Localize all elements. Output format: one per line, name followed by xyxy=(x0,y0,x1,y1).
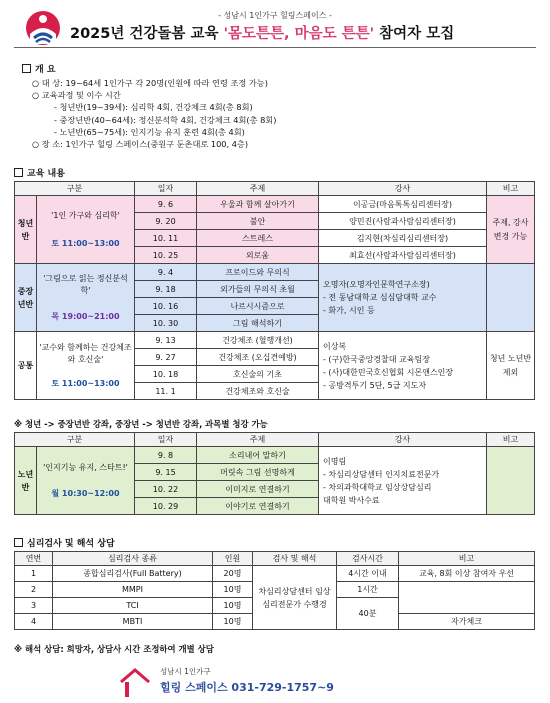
overview-heading: 개 요 xyxy=(22,62,532,75)
col-header-test: 심리검사 종류 xyxy=(53,552,213,566)
course-middle-title: '그림으로 읽는 정신분석학' xyxy=(43,274,128,295)
psych-heading: 심리검사 및 해석 상담 xyxy=(14,536,115,549)
table-row-topic: 호신술의 기초 xyxy=(197,366,319,383)
col-header-count: 인원 xyxy=(213,552,253,566)
table-row-date: 9. 6 xyxy=(135,196,197,213)
middle-note xyxy=(487,264,535,332)
table-row-topic: 건강체조 (오십견예방) xyxy=(197,349,319,366)
overview-course-label: ○ 교육과정 및 이수 시간 xyxy=(32,90,121,101)
table-row-time: 40분 xyxy=(337,598,399,630)
table-row-no: 3 xyxy=(15,598,53,614)
table-row-date: 10. 25 xyxy=(135,247,197,264)
table-row-topic: 우울과 함께 살아가기 xyxy=(197,196,319,213)
col-header-topic: 주제 xyxy=(197,433,319,447)
psych-provider: 차심리상담센터 임상심리전문가 수행경 xyxy=(253,566,337,630)
education-table xyxy=(14,181,535,400)
common-teacher-line: - (사)대한민국호신협회 시몬앤스인장 xyxy=(323,367,454,377)
table-row-test: 종합심리검사(Full Battery) xyxy=(53,566,213,582)
senior-teacher xyxy=(319,447,487,515)
table-row-count: 10명 xyxy=(213,582,253,598)
footer xyxy=(118,664,418,702)
table-row-date: 10. 18 xyxy=(135,366,197,383)
course-senior xyxy=(37,447,135,515)
course-common-time: 토 11:00~13:00 xyxy=(51,379,120,388)
col-header-date: 일자 xyxy=(135,182,197,196)
psych-table xyxy=(14,551,535,630)
overview-target: ○ 대 상: 19~64세 1인가구 각 20명(인원에 따라 연령 조정 가능) xyxy=(32,78,268,88)
senior-teacher-line: 대학원 박사수료 xyxy=(323,495,380,505)
table-row-topic: 스트레스 xyxy=(197,230,319,247)
table-row-date: 9. 4 xyxy=(135,264,197,281)
table-row-note: 교육, 8회 이상 참여자 우선 xyxy=(399,566,535,582)
common-teacher xyxy=(319,332,487,400)
col-header-time: 검사시간 xyxy=(337,552,399,566)
table-row-date: 9. 8 xyxy=(135,447,197,464)
table-row-teacher: 최효선(사람과사람심리센터장) xyxy=(319,247,487,264)
table-row-count: 10명 xyxy=(213,614,253,630)
page-header xyxy=(0,0,550,58)
course-common xyxy=(37,332,135,400)
education-note: ※ 청년 -> 중장년반 강좌, 중장년 -> 청년반 강좌, 과목별 청강 가능 xyxy=(14,419,268,429)
common-teacher-line: - 공방격투기 5단, 5급 지도자 xyxy=(323,380,427,390)
table-row-teacher: 이공금(마음톡톡심리센터장) xyxy=(319,196,487,213)
table-row-date: 10. 30 xyxy=(135,315,197,332)
course-middle-time: 목 19:00~21:00 xyxy=(51,312,120,321)
overview-course-senior: - 노년반(65~75세): 인지기능 유지 훈련 4회(총 4회) xyxy=(54,126,245,137)
col-header-note: 비고 xyxy=(487,433,535,447)
course-youth-time: 토 11:00~13:00 xyxy=(51,239,120,248)
table-row-date: 10. 16 xyxy=(135,298,197,315)
table-row-time: 4시간 이내 xyxy=(337,566,399,582)
table-row-teacher: 김지현(차심리심리센터장) xyxy=(319,230,487,247)
col-header-teacher: 강사 xyxy=(319,182,487,196)
footer-contact: 힐링 스페이스 031-729-1757~9 xyxy=(160,681,334,694)
col-header-note: 비고 xyxy=(399,552,535,566)
table-row-no: 4 xyxy=(15,614,53,630)
table-row-date: 10. 22 xyxy=(135,481,197,498)
table-row-date: 11. 1 xyxy=(135,383,197,400)
header-divider xyxy=(14,47,536,48)
checkbox-square-icon xyxy=(14,168,23,177)
page-title xyxy=(70,22,540,43)
house-logo-icon xyxy=(118,666,152,700)
table-row-date: 9. 27 xyxy=(135,349,197,366)
col-header-category: 구분 xyxy=(15,182,135,196)
senior-note xyxy=(487,447,535,515)
table-row-date: 10. 29 xyxy=(135,498,197,515)
overview-course-youth: - 청년반(19~39세): 심리학 4회, 건강체크 4회(총 8회) xyxy=(54,102,253,113)
table-row-count: 10명 xyxy=(213,598,253,614)
col-header-note: 비고 xyxy=(487,182,535,196)
table-row-topic: 머릿속 그림 선명하게 xyxy=(197,464,319,481)
table-row-no: 1 xyxy=(15,566,53,582)
course-middle xyxy=(37,264,135,332)
table-row-topic: 프로이드와 무의식 xyxy=(197,264,319,281)
checkbox-square-icon xyxy=(14,538,23,547)
table-row-topic: 나르시시즘으로 xyxy=(197,298,319,315)
senior-teacher-line: 이명림 xyxy=(323,456,347,466)
table-row-date: 9. 20 xyxy=(135,213,197,230)
table-row-no: 2 xyxy=(15,582,53,598)
group-senior: 노년반 xyxy=(15,447,37,515)
title-prefix: 2025년 건강돌봄 교육 xyxy=(70,26,224,42)
table-row-topic: 그림 해석하기 xyxy=(197,315,319,332)
overview-course-middle: - 중장년반(40~64세): 정신분석학 4회, 건강체크 4회(총 8회) xyxy=(54,114,277,125)
table-row-topic: 건강체조 (혈행개선) xyxy=(197,332,319,349)
table-row-topic: 소리내어 말하기 xyxy=(197,447,319,464)
course-common-title: '교수와 함께하는 건강체조와 호신술' xyxy=(39,343,132,364)
senior-teacher-line: - 차심리상담센터 인지치료전문가 xyxy=(323,469,440,479)
table-row-topic: 외가들의 무의식 초월 xyxy=(197,281,319,298)
overview-section xyxy=(22,62,532,150)
col-header-topic: 주제 xyxy=(197,182,319,196)
table-row-note xyxy=(399,582,535,614)
middle-teacher xyxy=(319,264,487,332)
group-middle: 중장년반 xyxy=(15,264,37,332)
senior-table xyxy=(14,432,535,515)
col-header-teacher: 강사 xyxy=(319,433,487,447)
col-header-date: 일자 xyxy=(135,433,197,447)
overview-place: ○ 장 소: 1인가구 힐링 스페이스(중원구 둔촌대로 100, 4층) xyxy=(32,139,249,150)
psych-note: ※ 해석 상담: 희망자, 상담사 시간 조정하여 개별 상담 xyxy=(14,644,214,654)
education-heading: 교육 내용 xyxy=(14,166,65,179)
table-row-topic: 외로움 xyxy=(197,247,319,264)
table-row-date: 9. 13 xyxy=(135,332,197,349)
table-row-test: TCI xyxy=(53,598,213,614)
table-row-topic: 이미지로 연결하기 xyxy=(197,481,319,498)
middle-teacher-line: 오명자(오명자인문학연구소장) xyxy=(323,280,430,289)
col-header-no: 연번 xyxy=(15,552,53,566)
title-highlight: '몸도튼튼, 마음도 튼튼' xyxy=(223,26,375,42)
table-row-date: 9. 15 xyxy=(135,464,197,481)
group-common: 공통 xyxy=(15,332,37,400)
table-row-time: 1시간 xyxy=(337,582,399,598)
table-row-teacher: 양민진(사람과사람심리센터장) xyxy=(319,213,487,230)
col-header-provider: 검사 및 해석 xyxy=(253,552,337,566)
common-teacher-line: - (구)한국중앙경찰대 교육팀장 xyxy=(323,354,430,364)
checkbox-square-icon xyxy=(22,64,31,73)
table-row-test: MBTI xyxy=(53,614,213,630)
footer-small-text: 성남시 1인가구 xyxy=(160,667,211,676)
table-row-topic: 이야기로 연결하기 xyxy=(197,498,319,515)
title-suffix: 참여자 모집 xyxy=(374,26,455,42)
course-youth-title: '1인 가구와 심리학' xyxy=(51,211,120,220)
common-note: 청년 노년반 제외 xyxy=(487,332,535,400)
page-subtitle: - 성남시 1인가구 힐링스페이스 - xyxy=(218,11,332,20)
table-row-topic: 불안 xyxy=(197,213,319,230)
table-row-date: 9. 18 xyxy=(135,281,197,298)
table-row-date: 10. 11 xyxy=(135,230,197,247)
table-row-test: MMPI xyxy=(53,582,213,598)
common-teacher-line: 이상복 xyxy=(323,341,347,351)
middle-teacher-line: - 전 동남대학교 심심담대학 교수 xyxy=(323,293,437,302)
table-row-topic: 건강체조와 호신술 xyxy=(197,383,319,400)
col-header-category: 구분 xyxy=(15,433,135,447)
table-row-count: 20명 xyxy=(213,566,253,582)
table-row-note: 자가체크 xyxy=(399,614,535,630)
course-senior-time: 월 10:30~12:00 xyxy=(51,489,120,498)
course-youth xyxy=(37,196,135,264)
senior-teacher-line: - 차의과학대학교 임상상담심리 xyxy=(323,482,432,492)
course-senior-title: '인지기능 유지, 스타트!' xyxy=(43,463,128,472)
group-youth: 청년반 xyxy=(15,196,37,264)
youth-note: 주제, 강사 변경 가능 xyxy=(487,196,535,264)
middle-teacher-line: - 화가, 시인 등 xyxy=(323,306,375,315)
